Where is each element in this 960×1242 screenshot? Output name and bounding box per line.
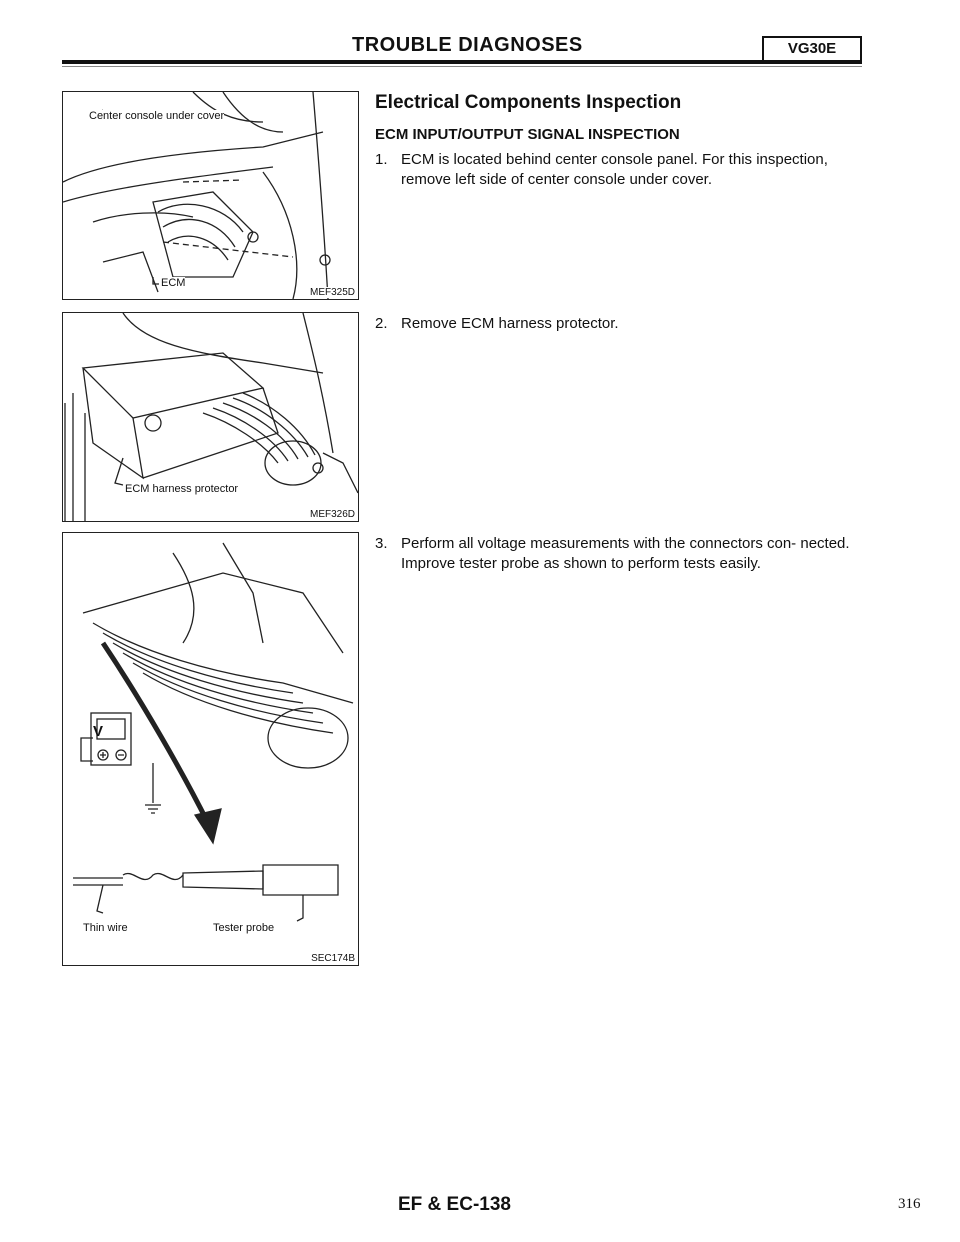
step-number: 2.: [375, 315, 388, 332]
header-rule: [62, 60, 862, 64]
page-number: 316: [898, 1196, 921, 1212]
step-text: ECM is located behind center console panel. For this inspection, remove left side of center console under cover.: [401, 151, 828, 188]
figure-code: MEF325D: [309, 287, 355, 298]
footer-reference: EF & EC-138: [398, 1194, 511, 1215]
step-text: Perform all voltage measurements with the connectors con- nected.: [401, 535, 850, 552]
ecm-location-illustration: [63, 92, 358, 299]
step-text: Remove ECM harness protector.: [401, 315, 619, 332]
label-ecm: ECM: [161, 277, 186, 289]
figure-harness-protector: [62, 312, 359, 522]
step-3: [375, 534, 865, 574]
header-rule-thin: [62, 66, 862, 67]
step-text-continued: Improve tester probe as shown to perform tests easily.: [401, 555, 761, 572]
section-title: Electrical Components Inspection: [375, 92, 682, 113]
label-tester-probe: Tester probe: [213, 922, 275, 934]
step-number: 1.: [375, 151, 388, 168]
step-number: 3.: [375, 535, 388, 552]
label-ecm-harness-protector: ECM harness protector: [125, 483, 239, 495]
step-2: [375, 314, 865, 334]
engine-badge: VG30E: [762, 36, 862, 62]
voltmeter-v-label: V: [93, 723, 104, 740]
label-center-console-under-cover: Center console under cover: [89, 110, 225, 122]
step-1: [375, 150, 865, 190]
figure-ecm-location: [62, 91, 359, 300]
figure-tester-probe: [62, 532, 359, 966]
section-subtitle: ECM INPUT/OUTPUT SIGNAL INSPECTION: [375, 126, 680, 143]
figure-code: SEC174B: [311, 953, 355, 964]
figure-code: MEF326D: [309, 509, 355, 520]
label-thin-wire: Thin wire: [83, 922, 128, 934]
tester-probe-illustration: [63, 533, 358, 965]
page-header-title: TROUBLE DIAGNOSES: [352, 34, 583, 56]
